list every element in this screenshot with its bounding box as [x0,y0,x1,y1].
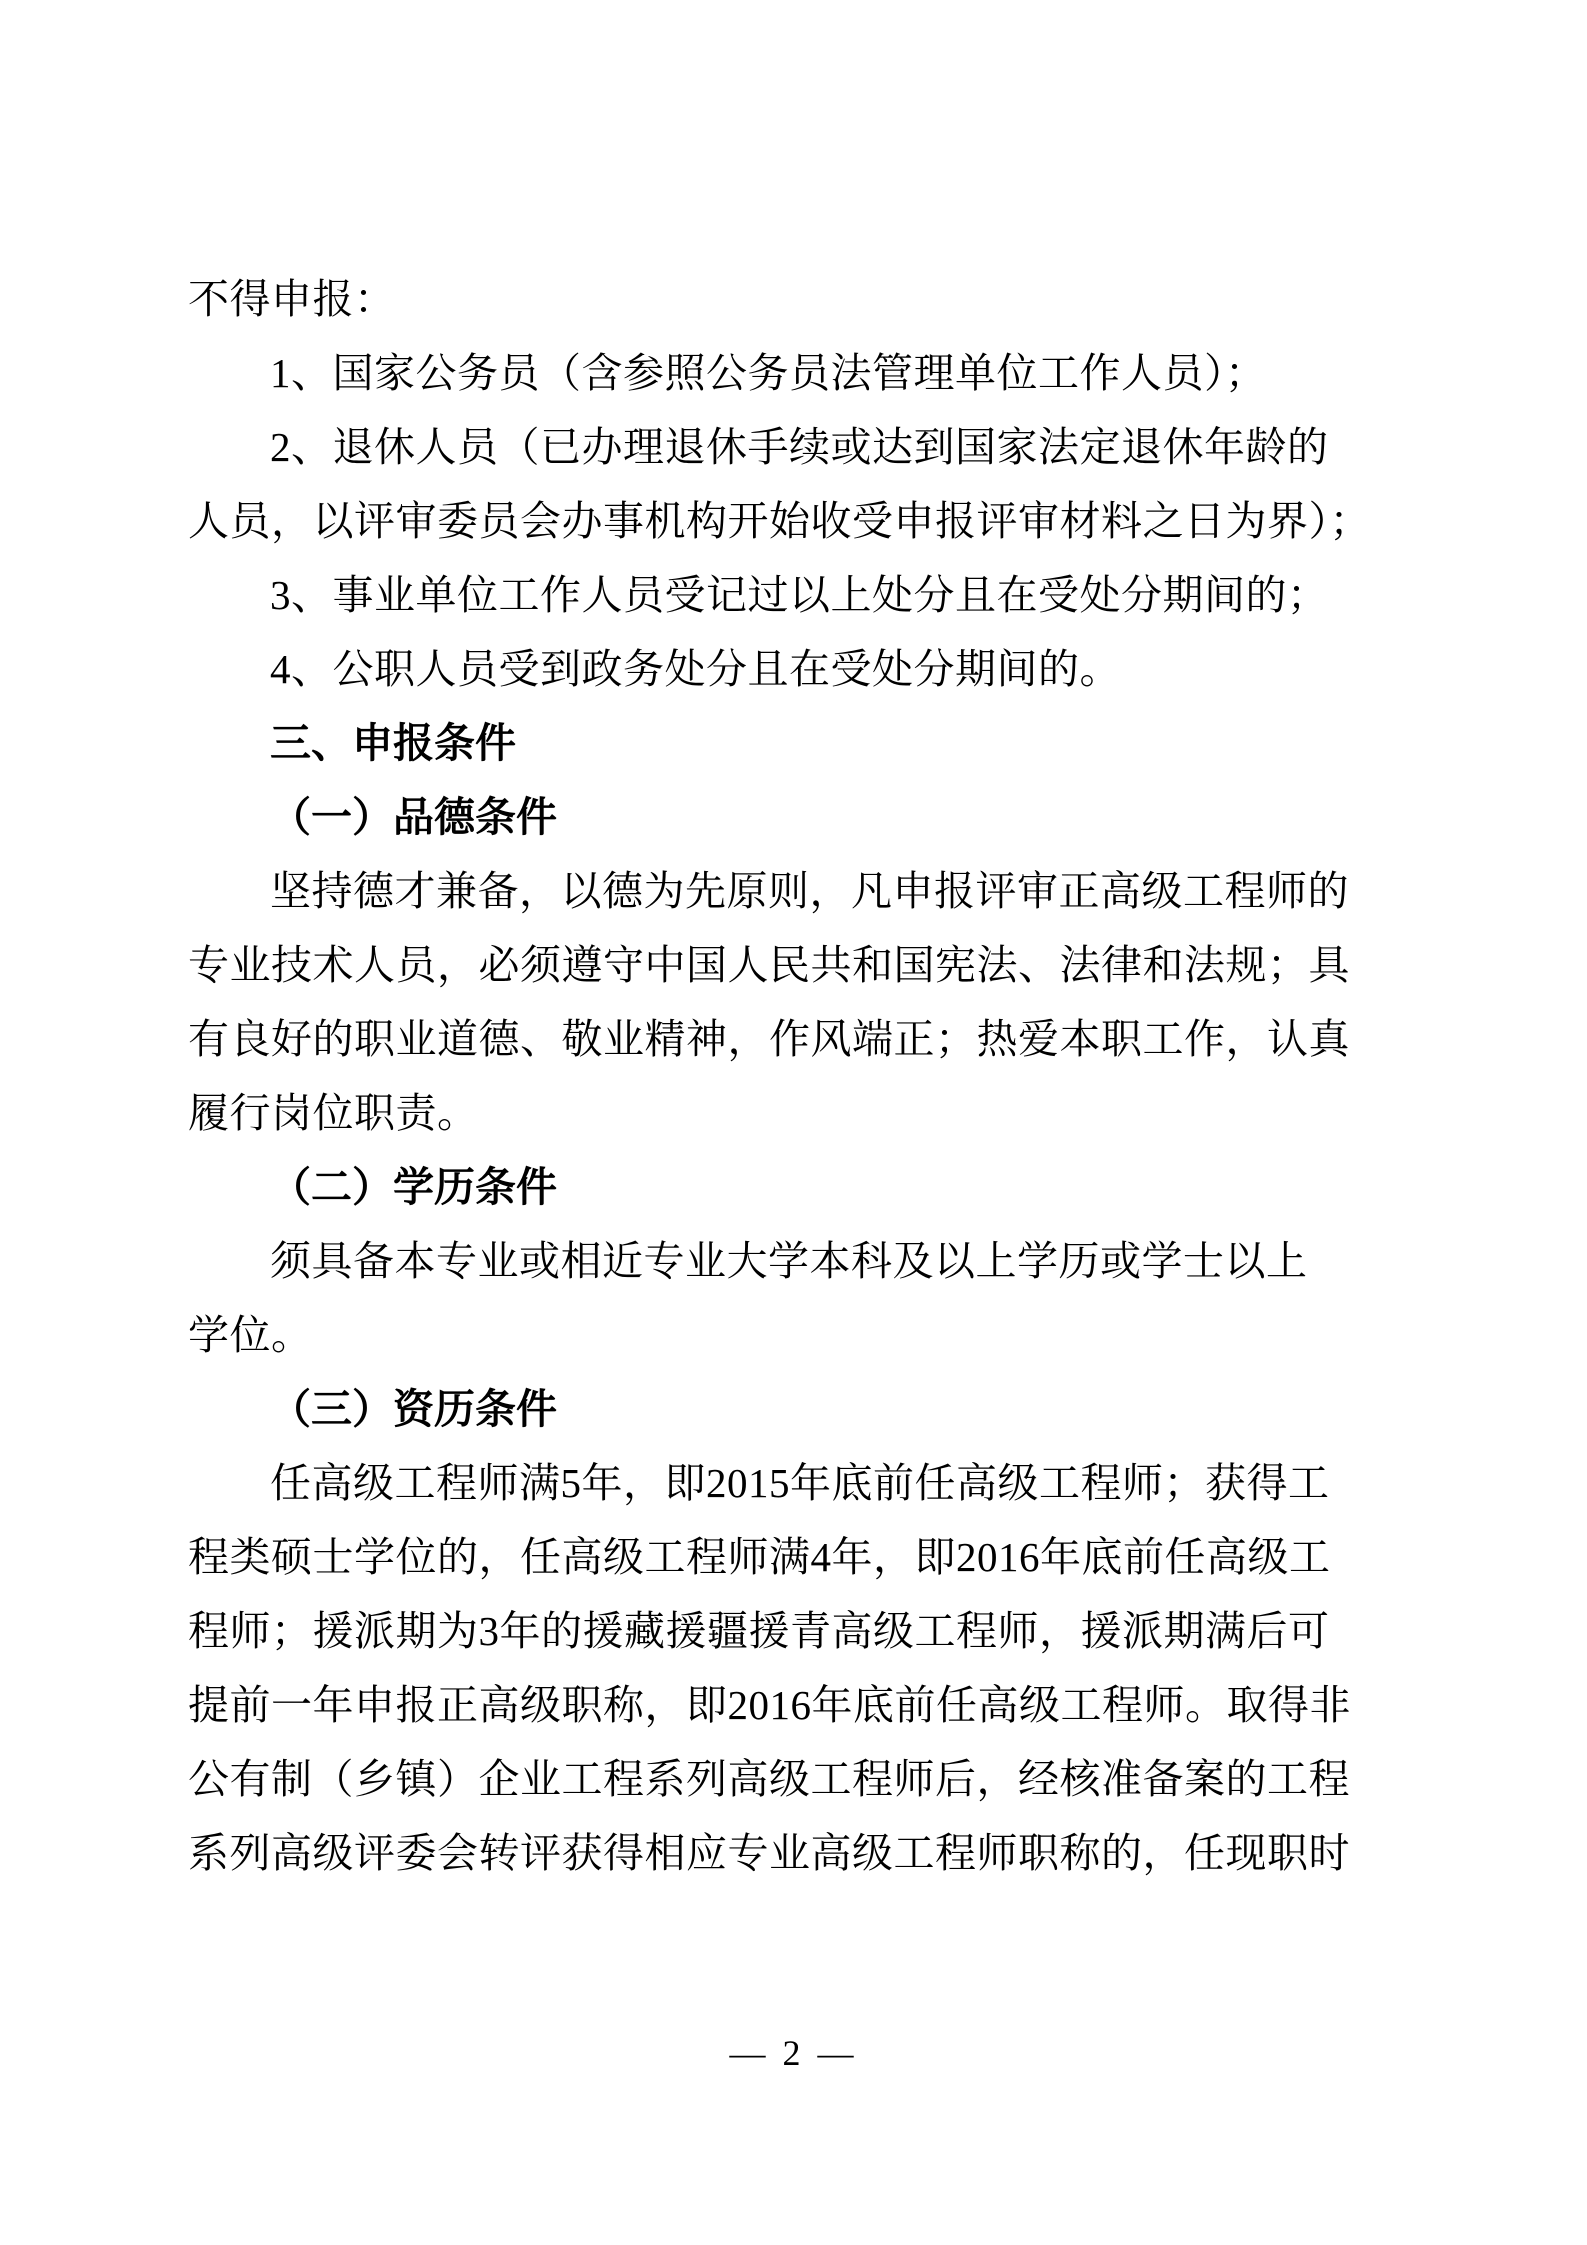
paragraph-line: 提前一年申报正高级职称，即2016年底前任高级工程师。取得非 [188,1682,1351,1728]
list-item: 2、退休人员（已办理退休手续或达到国家法定退休年龄的 [270,424,1329,470]
document-body [188,262,1388,1890]
section-heading: 三、申报条件 [270,720,516,766]
paragraph-line: 公有制（乡镇）企业工程系列高级工程师后，经核准备案的工程 [188,1756,1350,1802]
paragraph-line: 人员，以评审委员会办事机构开始收受申报评审材料之日为界）； [188,498,1371,544]
paragraph-line: 系列高级评委会转评获得相应专业高级工程师职称的，任现职时 [188,1830,1350,1876]
subsection-heading: （一）品德条件 [270,794,557,840]
paragraph-line: 有良好的职业道德、敬业精神，作风端正；热爱本职工作，认真 [188,1016,1350,1062]
paragraph-line: 学位。 [188,1312,313,1358]
paragraph-line: 须具备本专业或相近专业大学本科及以上学历或学士以上 [270,1238,1308,1284]
paragraph-line: 坚持德才兼备，以德为先原则，凡申报评审正高级工程师的 [270,868,1349,914]
subsection-heading: （二）学历条件 [270,1164,557,1210]
page-number: — 2 — [729,2033,858,2073]
subsection-heading: （三）资历条件 [270,1386,557,1432]
paragraph-line: 不得申报： [188,276,396,322]
list-item: 3、事业单位工作人员受记过以上处分且在受处分期间的； [270,572,1329,618]
paragraph-line: 程师；援派期为3年的援藏援疆援青高级工程师，援派期满后可 [188,1608,1330,1654]
paragraph-line: 履行岗位职责。 [188,1090,479,1136]
paragraph-line: 程类硕士学位的，任高级工程师满4年，即2016年底前任高级工 [188,1534,1331,1580]
paragraph-line: 专业技术人员，必须遵守中国人民共和国宪法、法律和法规；具 [188,942,1350,988]
list-item: 1、国家公务员（含参照公务员法管理单位工作人员）； [270,350,1267,396]
paragraph-line: 任高级工程师满5年，即2015年底前任高级工程师；获得工 [270,1460,1330,1506]
list-item: 4、公职人员受到政务处分且在受处分期间的。 [270,646,1121,692]
